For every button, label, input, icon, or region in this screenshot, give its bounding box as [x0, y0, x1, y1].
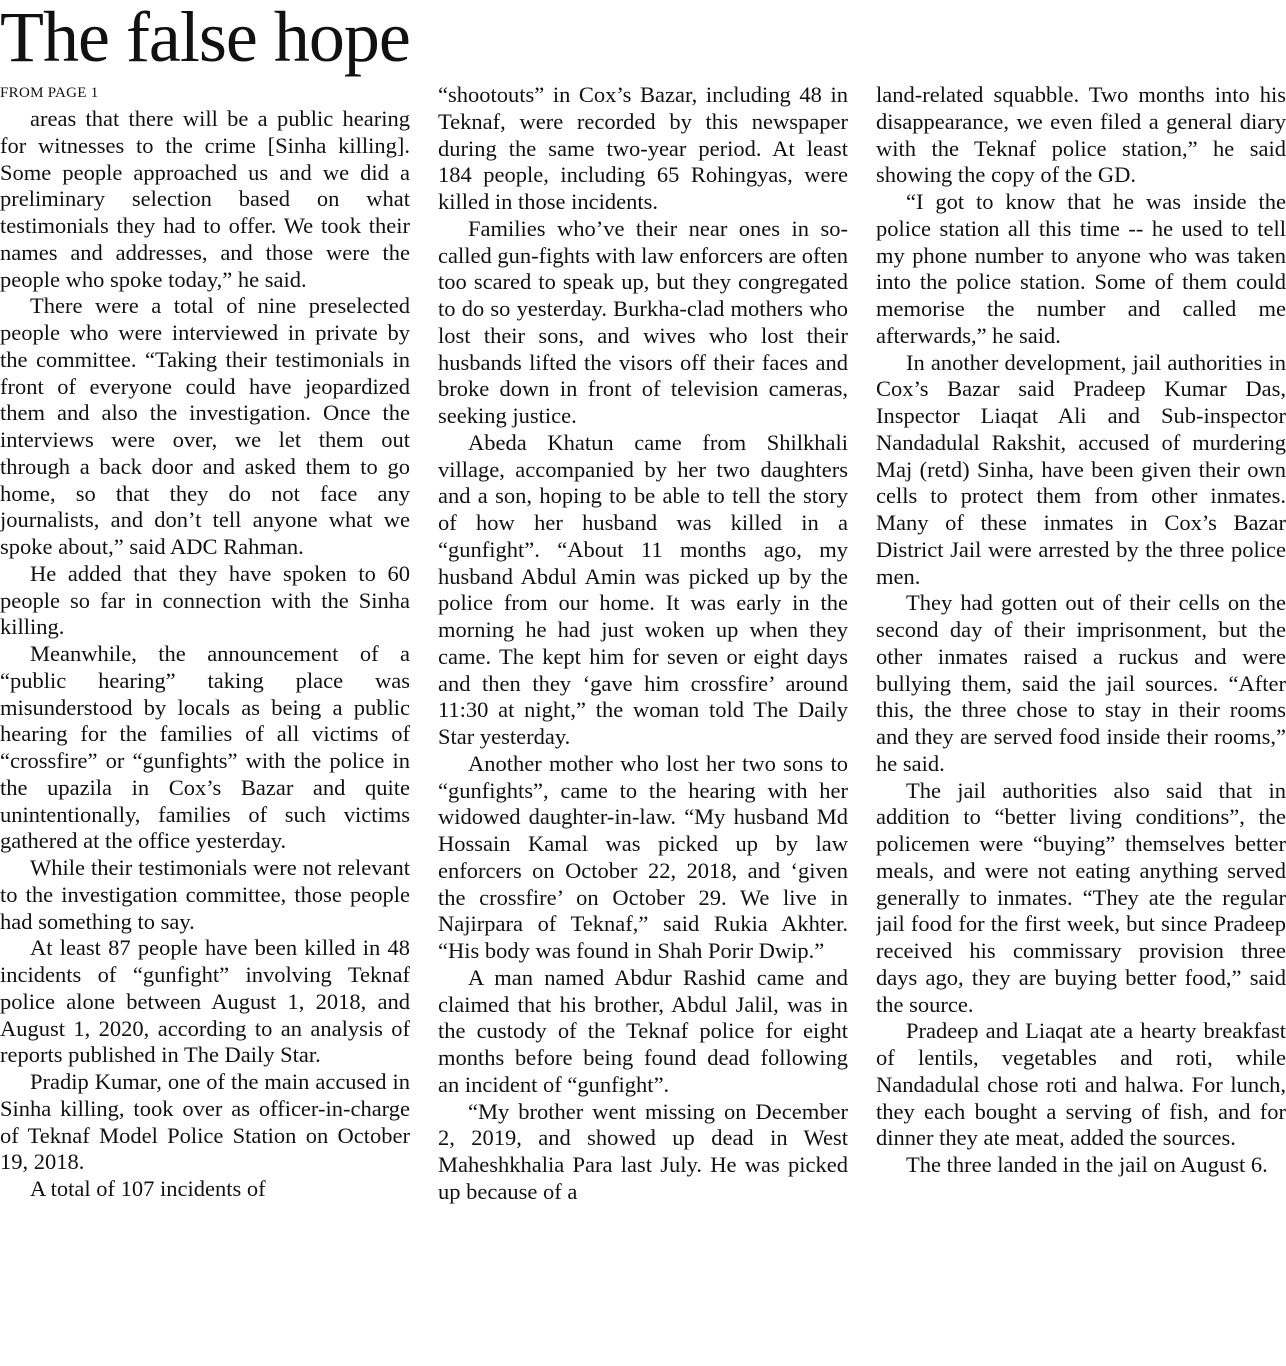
paragraph: Pradip Kumar, one of the main accused in Sinha killing, took over as officer-in-charge of Teknaf Model Police Station on October 19, 2018. — [0, 1069, 410, 1175]
article-headline: The false hope — [0, 0, 410, 77]
paragraph: Another mother who lost her two sons to “gunfights”, came to the hearing with her widowed daughter-in-law. “My husband Md Hossain Kamal was picked up by law enforcers on October 22, 2018, and ‘given the crossfire’ on October 29. We live in Najirpara of Teknaf,” said Rukia Akhter. “His body was found in Shah Porir Dwip.” — [438, 750, 848, 963]
paragraph: The three landed in the jail on August 6. — [906, 1152, 1268, 1177]
paragraph: Pradeep and Liaqat ate a hearty breakfast of lentils, vegetables and roti, while Nandadulal chose roti and halwa. For lunch, they each bought a serving of fish, and for dinner they ate meat, added the sources. — [876, 1018, 1286, 1151]
paragraph: Families who’ve their near ones in so-called gun-fights with law enforcers are often too scared to speak up, but they congregated to do so yesterday. Burkha-clad mothers who lost their sons, and wives who lost their husbands lifted the visors off their faces and broke down in front of television cameras, seeking justice. — [438, 215, 848, 428]
article-column-3 — [876, 82, 1286, 1366]
article-column-1 — [0, 106, 410, 1366]
paragraph: “I got to know that he was inside the police station all this time -- he used to tell my phone number to anyone who was taken into the police station. Some of them could memorise the number and called me afterwards,” he said. — [876, 189, 1286, 348]
paragraph: He added that they have spoken to 60 people so far in connection with the Sinha killing. — [0, 560, 410, 640]
paragraph: Abeda Khatun came from Shilkhali village, accompanied by her two daughters and a son, hoping to be able to tell the story of how her husband was killed in a “gunfight”. “About 11 months ago, my husband Abdul Amin was picked up by the police from our home. It was early in the morning he had just woken up when they came. The kept him for seven or eight days and then they ‘gave him crossfire’ around 11:30 at night,” the woman told The Daily Star yesterday. — [438, 429, 848, 749]
paragraph: They had gotten out of their cells on the second day of their imprisonment, but the other inmates raised a ruckus and were bullying them, said the jail sources. “After this, the three chose to stay in their rooms and they are served food inside their rooms,” he said. — [876, 590, 1286, 776]
continuation-label: FROM PAGE 1 — [0, 85, 99, 101]
paragraph: areas that there will be a public hearing for witnesses to the crime [Sinha killing]. Some people approached us and we did a preliminary selection based on what testimonials they had to offer. We took their names and addresses, and those were the people who spoke today,” he said. — [0, 106, 410, 292]
paragraph: The jail authorities also said that in addition to “better living conditions”, the policemen were “buying” themselves better meals, and were not eating anything served generally to inmates. “They ate the regular jail food for the first week, but since Pradeep received his commissary provision three days ago, they are buying better food,” said the source. — [876, 777, 1286, 1017]
paragraph: A total of 107 incidents of — [30, 1176, 266, 1201]
paragraph: While their testimonials were not relevant to the investigation committee, those people had something to say. — [0, 855, 410, 934]
article-column-2 — [438, 82, 848, 1366]
paragraph-continued: “shootouts” in Cox’s Bazar, including 48 in Teknaf, were recorded by this newspaper during the same two-year period. At least 184 people, including 65 Rohingyas, were killed in those incidents. — [438, 82, 848, 214]
paragraph-continued: land-related squabble. Two months into his disappearance, we even filed a general diary with the Teknaf police station,” he said showing the copy of the GD. — [876, 82, 1286, 188]
paragraph: In another development, jail authorities in Cox’s Bazar said Pradeep Kumar Das, Inspector Liaqat Ali and Sub-inspector Nandadulal Rakshit, accused of murdering Maj (retd) Sinha, have been given their own cells to protect them from other inmates. Many of these inmates in Cox’s Bazar District Jail were arrested by the three police men. — [876, 349, 1286, 589]
paragraph: Meanwhile, the announcement of a “public hearing” taking place was misunderstood by locals as being a public hearing for the families of all victims of “crossfire” or “gunfights” with the police in the upazila in Cox’s Bazar and quite unintentionally, families of such victims gathered at the office yesterday. — [0, 641, 410, 854]
paragraph: At least 87 people have been killed in 48 incidents of “gunfight” involving Teknaf police alone between August 1, 2018, and August 1, 2020, according to an analysis of reports published in The Daily Star. — [0, 935, 410, 1068]
paragraph: “My brother went missing on December 2, 2019, and showed up dead in West Maheshkhalia Para last July. He was picked up because of a — [438, 1098, 848, 1204]
paragraph: There were a total of nine preselected people who were interviewed in private by the committee. “Taking their testimonials in front of everyone could have jeopardized them and also the investigation. Once the interviews were over, we let them out through a back door and asked them to go home, so that they do not face any journalists, and don’t tell anyone what we spoke about,” said ADC Rahman. — [0, 293, 410, 559]
paragraph: A man named Abdur Rashid came and claimed that his brother, Abdul Jalil, was in the custody of the Teknaf police for eight months before being found dead following an incident of “gunfight”. — [438, 964, 848, 1097]
